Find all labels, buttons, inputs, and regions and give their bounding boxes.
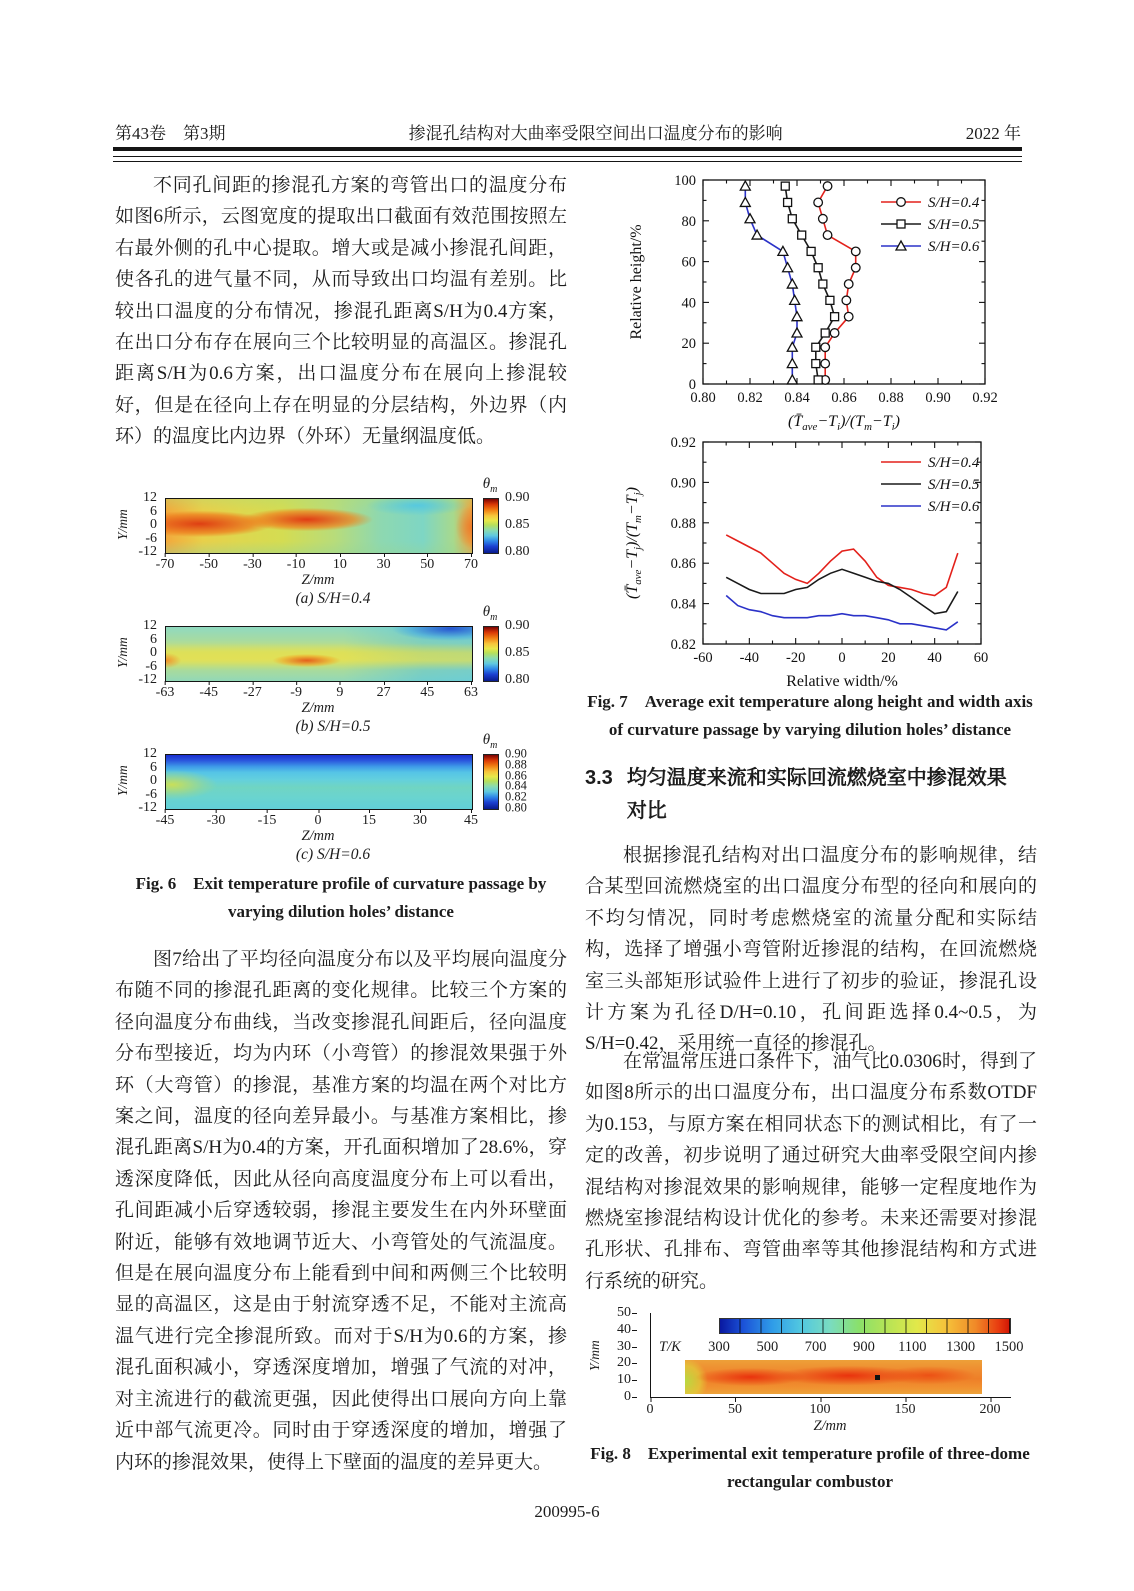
tick-label: 0.85: [505, 645, 530, 660]
svg-text:-20: -20: [785, 650, 806, 666]
tick-label: 20: [617, 1355, 631, 1371]
svg-text:0.88: 0.88: [670, 515, 696, 532]
tick-label: -50: [199, 557, 219, 572]
svg-text:100: 100: [674, 173, 696, 189]
tick-label: 200: [979, 1402, 1001, 1417]
subcaption-b: (b) S/H=0.5: [295, 718, 371, 735]
running-title: 掺混孔结构对大曲率受限空间出口温度分布的影响: [408, 124, 783, 143]
tick-label: -6: [145, 658, 157, 674]
svg-text:0.82: 0.82: [670, 637, 696, 653]
svg-text:40: 40: [927, 650, 942, 666]
tick-label: -30: [206, 813, 226, 828]
tick-label: -45: [155, 813, 175, 828]
colorbar-c: [483, 754, 499, 810]
temperature-colorbar: [719, 1318, 1011, 1334]
y-axis-ticks: [129, 618, 161, 687]
x-axis-label: Z/mm: [301, 700, 335, 716]
colorbar-a: [483, 498, 499, 554]
figure-6-caption: Fig. 6 Exit temperature profile of curvature passage by varying dilution holes’ distance: [135, 874, 547, 921]
tick-label: 1500: [994, 1339, 1024, 1355]
figure-7-caption: Fig. 7 Average exit temperature along height and width axis of curvature passage by varying dilution holes’ distance: [587, 692, 1033, 739]
colorbar-ticks: [505, 490, 551, 559]
tick-label: -27: [243, 685, 262, 700]
tick-label: 0: [624, 1389, 631, 1404]
svg-text:60: 60: [973, 650, 989, 666]
svg-text:S/H=0.4: S/H=0.4: [928, 195, 980, 211]
subcaption-c: (c) S/H=0.6: [295, 846, 371, 863]
svg-text:80: 80: [681, 213, 696, 230]
svg-text:20: 20: [681, 336, 696, 353]
svg-text:0.82: 0.82: [737, 390, 763, 406]
figure-8-axes: [650, 1313, 1024, 1398]
x-axis-label: Z/mm: [301, 572, 335, 588]
right-paragraph-1: 根据掺混孔结构对出口温度分布的影响规律，结合某型回流燃烧室的出口温度分布型的径向和展向的不均匀情况，同时考虑燃烧室的流量分配和实际结构，选择了增强小弯管附近掺混的结构，在回流燃烧室三头部矩形试验件上进行了初步的验证，掺混孔设计方案为孔径D/H=0.10，孔间距选择0.4~0.5，为S/H=0.42，采用统一直径的掺混孔。: [585, 845, 1037, 1055]
colorbar-b: [483, 626, 499, 682]
tick-label: 50: [728, 1402, 742, 1417]
tick-label: 900: [853, 1339, 875, 1355]
figure-6: [115, 478, 567, 862]
tick-label: 300: [708, 1339, 730, 1355]
colorbar-ticks: [708, 1339, 1024, 1357]
tick-label: 6: [150, 759, 157, 775]
tick-label: 30: [413, 813, 427, 828]
tick-label: 6: [150, 631, 157, 647]
tick-label: 1100: [898, 1339, 927, 1355]
x-axis-label: Z/mm: [813, 1418, 847, 1434]
left-paragraph-1: 不同孔间距的掺混孔方案的弯管出口的温度分布如图6所示，云图宽度的提取出口截面有效范围按照左右最外侧的孔中心提取。增大或是减小掺混孔间距，使各孔的进气量不同，从而导致出口均温有差别。比较出口温度的分布情况，掺混孔距离S/H为0.4方案，在出口分布存在展向三个比较明显的高温区。掺混孔距离S/H为0.6方案，出口温度分布在展向上掺混较好，但是在径向上存在明显的分层结构，外边界（内环）的温度比内边界（外环）无量纲温度低。: [115, 175, 567, 448]
tick-label: 0: [314, 813, 322, 828]
section-number: 3.3: [585, 767, 613, 789]
svg-text:0.90: 0.90: [670, 475, 696, 492]
svg-text:S/H=0.6: S/H=0.6: [928, 499, 980, 515]
svg-text:0.84: 0.84: [670, 596, 696, 613]
tick-label: 15: [362, 813, 376, 828]
tick-label: 50: [420, 557, 435, 572]
svg-text:-60: -60: [693, 650, 713, 666]
tick-label: 12: [143, 618, 157, 633]
svg-text:S/H=0.5: S/H=0.5: [928, 217, 980, 233]
svg-text:0.88: 0.88: [878, 390, 904, 406]
tick-label: 0.80: [505, 544, 530, 559]
svg-text:20: 20: [881, 650, 896, 666]
tick-label: -10: [286, 557, 306, 572]
colorbar-theta-label: $\theta_m$: [482, 476, 498, 495]
page-header: [115, 119, 1021, 144]
tick-label: -15: [257, 813, 277, 828]
tick-label: 45: [420, 685, 435, 700]
svg-text:0.80: 0.80: [690, 390, 716, 406]
section-title: 均匀温度来流和实际回流燃烧室中掺混效果 对比: [626, 767, 1007, 822]
y-axis-ticks: [129, 490, 161, 559]
tick-label: -6: [145, 786, 157, 802]
figure-7-width-chart: [585, 430, 1035, 686]
tick-label: 0: [150, 645, 157, 660]
tick-label: -30: [243, 557, 262, 572]
svg-text:0.90: 0.90: [925, 390, 951, 406]
svg-text:0: 0: [838, 650, 846, 666]
tick-label: 0.90: [505, 490, 530, 505]
svg-text:0.86: 0.86: [831, 390, 857, 406]
section-heading-3-3: [585, 762, 1037, 828]
right-paragraph-2: 在常温常压进口条件下，油气比0.0306时，得到了如图8所示的出口温度分布，出口温度分布系数OTDF为0.153，与原方案在相同状态下的测试相比，有了一定的改善，初步说明了通过研究大曲率受限空间内掺混结构对掺混效果的影响规律，能够一定程度地作为燃烧室掺混结构设计优化的参考。未来还需要对掺混孔形状、孔排布、弯管曲率等其他掺混结构和方式进行系统的研究。: [585, 1051, 1037, 1292]
header-rule-thick: [113, 147, 1022, 151]
figure-8: [585, 1300, 1037, 1444]
x-axis-ticks: [155, 810, 478, 828]
x-axis-ticks: [646, 1399, 1001, 1417]
svg-text:(T̄ave−Tj)/(Tm−Tj): $(T̄_{ave}-T_j)/(T_m-T_j)$: [788, 413, 900, 430]
svg-text:S/H=0.6: S/H=0.6: [928, 239, 980, 255]
header-rule-double: [113, 156, 1022, 162]
tick-label: 500: [756, 1339, 779, 1355]
x-axis-label: Z/mm: [301, 828, 335, 844]
tick-label: 12: [143, 746, 157, 761]
subcaption-a: (a) S/H=0.4: [295, 590, 371, 607]
tick-label: 100: [809, 1402, 831, 1417]
tick-label: -45: [199, 685, 219, 700]
tick-label: -12: [138, 672, 157, 687]
tick-label: -12: [138, 544, 157, 559]
tick-label: 10: [332, 557, 347, 572]
y-axis-label: Y/mm: [115, 509, 130, 541]
tick-label: 10: [617, 1372, 631, 1388]
svg-text:S/H=0.5: S/H=0.5: [928, 477, 980, 493]
svg-text:40: 40: [681, 295, 696, 312]
tick-label: 0.80: [505, 672, 530, 687]
svg-text:-40: -40: [739, 650, 760, 666]
tick-label: 0.84: [505, 778, 527, 793]
x-axis-ticks: [155, 554, 478, 572]
tick-label: 50: [617, 1305, 631, 1320]
svg-text:0.86: 0.86: [670, 556, 696, 573]
contour-plot-b: [165, 626, 473, 682]
svg-text:0: 0: [688, 377, 696, 393]
contour-plot-c: [165, 754, 473, 810]
tick-label: 40: [617, 1321, 631, 1337]
left-paragraph-2: 图7给出了平均径向温度分布以及平均展向温度分布随不同的掺混孔距离的变化规律。比较三个方案的径向温度分布曲线，当改变掺混孔间距后，径向温度分布型接近，均为内环（小弯管）的掺混效果强于外环（大弯管）的掺混，基准方案的均温在两个对比方案之间，温度的径向差异最小。与基准方案相比，掺混孔距离S/H为0.4的方案，开孔面积增加了28.6%，穿透深度降低，因此从径向高度温度分布上可以看出，孔间距减小后穿透较弱，掺混主要发生在内外环壁面附近，能够有效地调节近大、小弯管处的气流温度。但是在展向温度分布上能看到中间和两侧三个比较明显的高温区，这是由于射流穿透不足，不能对主流高温气进行完全掺混所致。而对于S/H为0.6的方案，掺混孔面积减小，穿透深度增加，增强了气流的对冲，对主流进行的截流更强，因此使得出口展向方向上靠近中部气流更冷。同时由于穿透深度的增加，增强了内环的掺混效果，使得上下壁面的温度的差异更大。: [115, 949, 567, 1473]
tick-label: -12: [138, 800, 157, 815]
colorbar-theta-label: $\theta_m$: [482, 604, 498, 623]
y-axis-label: Y/mm: [115, 765, 130, 797]
tick-label: 0.88: [505, 757, 527, 772]
tick-label: 150: [894, 1402, 916, 1417]
exit-temperature-band: [685, 1360, 982, 1394]
tick-label: -63: [155, 685, 175, 700]
svg-text:(T̄ave−Tj)/(Tm−Tj): $(T̄_{ave}-T_j)/(T_m-T_j)$: [624, 487, 644, 599]
tick-label: 0.86: [505, 768, 527, 783]
svg-text:Relative width/%: Relative width/%: [786, 673, 898, 686]
figure-7-height-chart: [585, 166, 1035, 430]
tick-label: 63: [464, 685, 478, 700]
tick-label: -9: [290, 685, 302, 700]
svg-text:60: 60: [681, 254, 696, 271]
colorbar-theta-label: $\theta_m$: [482, 732, 498, 751]
page-number: 200995-6: [534, 1502, 600, 1521]
y-axis-ticks: [603, 1305, 637, 1404]
tick-label: -70: [155, 557, 175, 572]
svg-text:0.92: 0.92: [972, 390, 998, 406]
tick-label: 0: [646, 1402, 654, 1417]
tick-label: 0.80: [505, 800, 527, 815]
svg-text:0.92: 0.92: [670, 435, 696, 451]
tick-label: 0.85: [505, 517, 530, 532]
svg-text:0.84: 0.84: [784, 390, 810, 406]
tick-label: 27: [376, 685, 391, 700]
tick-label: 0.82: [505, 789, 527, 804]
colorbar-ticks: [505, 746, 551, 815]
y-axis-label: Y/mm: [115, 637, 130, 669]
tick-label: 1300: [946, 1339, 976, 1355]
y-axis-label: Y/mm: [587, 1340, 602, 1372]
tick-label: 30: [376, 557, 391, 572]
tick-label: 0.90: [505, 746, 527, 761]
tick-label: 12: [143, 490, 157, 505]
tick-label: 0: [150, 517, 157, 532]
tick-label: 45: [464, 813, 478, 828]
year: 2022 年: [965, 124, 1021, 143]
contour-plot-a: [165, 498, 473, 554]
tick-label: 9: [336, 685, 344, 700]
svg-text:S/H=0.4: S/H=0.4: [928, 455, 980, 471]
x-axis-ticks: [155, 682, 478, 700]
figure-8-caption: Fig. 8 Experimental exit temperature profile of three-dome rectangular combustor: [590, 1444, 1030, 1491]
colorbar-ticks: [505, 618, 551, 687]
tick-label: 70: [464, 557, 478, 572]
tick-label: 0: [150, 773, 157, 788]
figure-6b: [115, 606, 567, 734]
figure-6a: [115, 478, 567, 606]
colorbar-unit-label: T/K: [659, 1339, 681, 1355]
probe-point-marker: [875, 1375, 880, 1380]
tick-label: -6: [145, 530, 157, 546]
figure-6c: [115, 734, 567, 862]
tick-label: 6: [150, 503, 157, 519]
tick-label: 700: [804, 1339, 827, 1355]
tick-label: 30: [617, 1338, 631, 1354]
volume-issue: 第43卷 第3期: [115, 124, 226, 143]
y-axis-ticks: [129, 746, 161, 815]
svg-text:Relative height/%: Relative height/%: [628, 224, 645, 340]
tick-label: 0.90: [505, 618, 530, 633]
